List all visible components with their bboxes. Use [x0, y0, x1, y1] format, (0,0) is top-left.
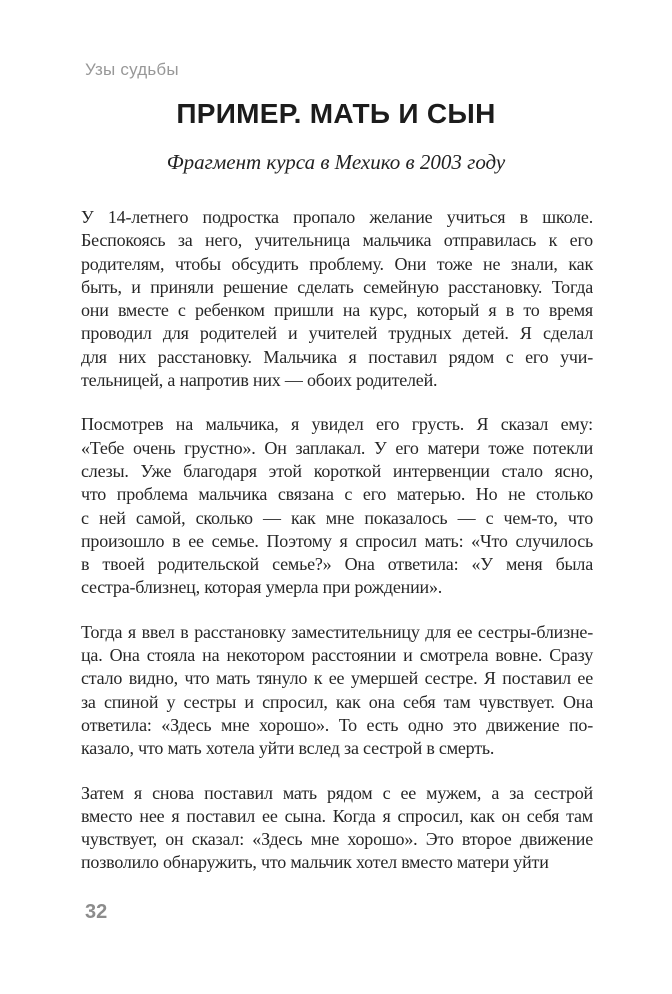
chapter-title: ПРИМЕР. МАТЬ И СЫН [176, 98, 496, 129]
text-line: произошло в ее семье. Поэтому я спросил мать: «Что случилось [81, 530, 593, 551]
text-line: проводил для родителей и учителей трудных детей. Я сделал [81, 323, 593, 344]
text-line: за спиной у сестры и спросил, как она себя там чувствует. Она [81, 691, 593, 712]
page-number: 32 [85, 901, 108, 923]
paragraph-2 [81, 413, 593, 599]
text-line: с ней самой, сколько — как мне показалось — с чем-то, что [81, 507, 593, 528]
text-line: быть, и приняли решение сделать семейную расстановку. Тогда [81, 276, 593, 297]
text-line: тельницей, а напротив них — обоих родителей. [81, 370, 438, 391]
paragraph-1 [81, 206, 593, 392]
text-line: Тогда я ввел в расстановку заместительницу для ее сестры-близне- [81, 621, 593, 642]
text-line: ответила: «Здесь мне хорошо». То есть одно это движение по- [81, 714, 593, 735]
text-line: вместо нее я поставил ее сына. Когда я спросил, как он себя там [81, 805, 593, 826]
text-line: что проблема мальчика связана с его матерью. Но не столько [81, 484, 593, 505]
text-line: казало, что мать хотела уйти вслед за сестрой в смерть. [81, 738, 495, 759]
text-line: чувствует, он сказал: «Здесь мне хорошо». Это второе движение [81, 829, 593, 850]
running-head: Узы судьбы [85, 60, 179, 79]
text-line: «Тебе очень грустно». Он заплакал. У его матери тоже потекли [81, 437, 593, 458]
text-line: Посмотрев на мальчика, я увидел его грусть. Я сказал ему: [81, 414, 593, 435]
text-line: позволило обнаружить, что мальчик хотел вместо матери уйти [81, 852, 549, 873]
paragraph-4 [81, 782, 593, 875]
text-line: стало видно, что мать тянуло к ее умершей сестре. Я поставил ее [81, 668, 593, 689]
text-line: ца. Она стояла на некотором расстоянии и смотрела вовне. Сразу [81, 645, 593, 666]
text-line: Беспокоясь за него, учительница мальчика отправилась к его [81, 230, 593, 251]
text-line: Затем я снова поставил мать рядом с ее мужем, а за сестрой [81, 782, 593, 803]
text-line: слезы. Уже благодаря этой короткой интервенции стало ясно, [81, 460, 593, 481]
text-line: сестра-близнец, которая умерла при рождении». [81, 577, 443, 598]
text-line: в твоей родительской семье?» Она ответила: «У меня была [81, 554, 593, 575]
paragraph-3 [81, 621, 593, 761]
body-text [81, 206, 593, 896]
text-line: У 14-летнего подростка пропало желание учиться в школе. [81, 207, 593, 227]
text-line: для них расстановку. Мальчика я поставил рядом с его учи- [81, 346, 593, 367]
chapter-subtitle: Фрагмент курса в Мехико в 2003 году [166, 150, 506, 174]
text-line: родителям, чтобы обсудить проблему. Они тоже не знали, как [81, 253, 593, 274]
text-line: они вместе с ребенком пришли на курс, который я в то время [81, 300, 593, 321]
